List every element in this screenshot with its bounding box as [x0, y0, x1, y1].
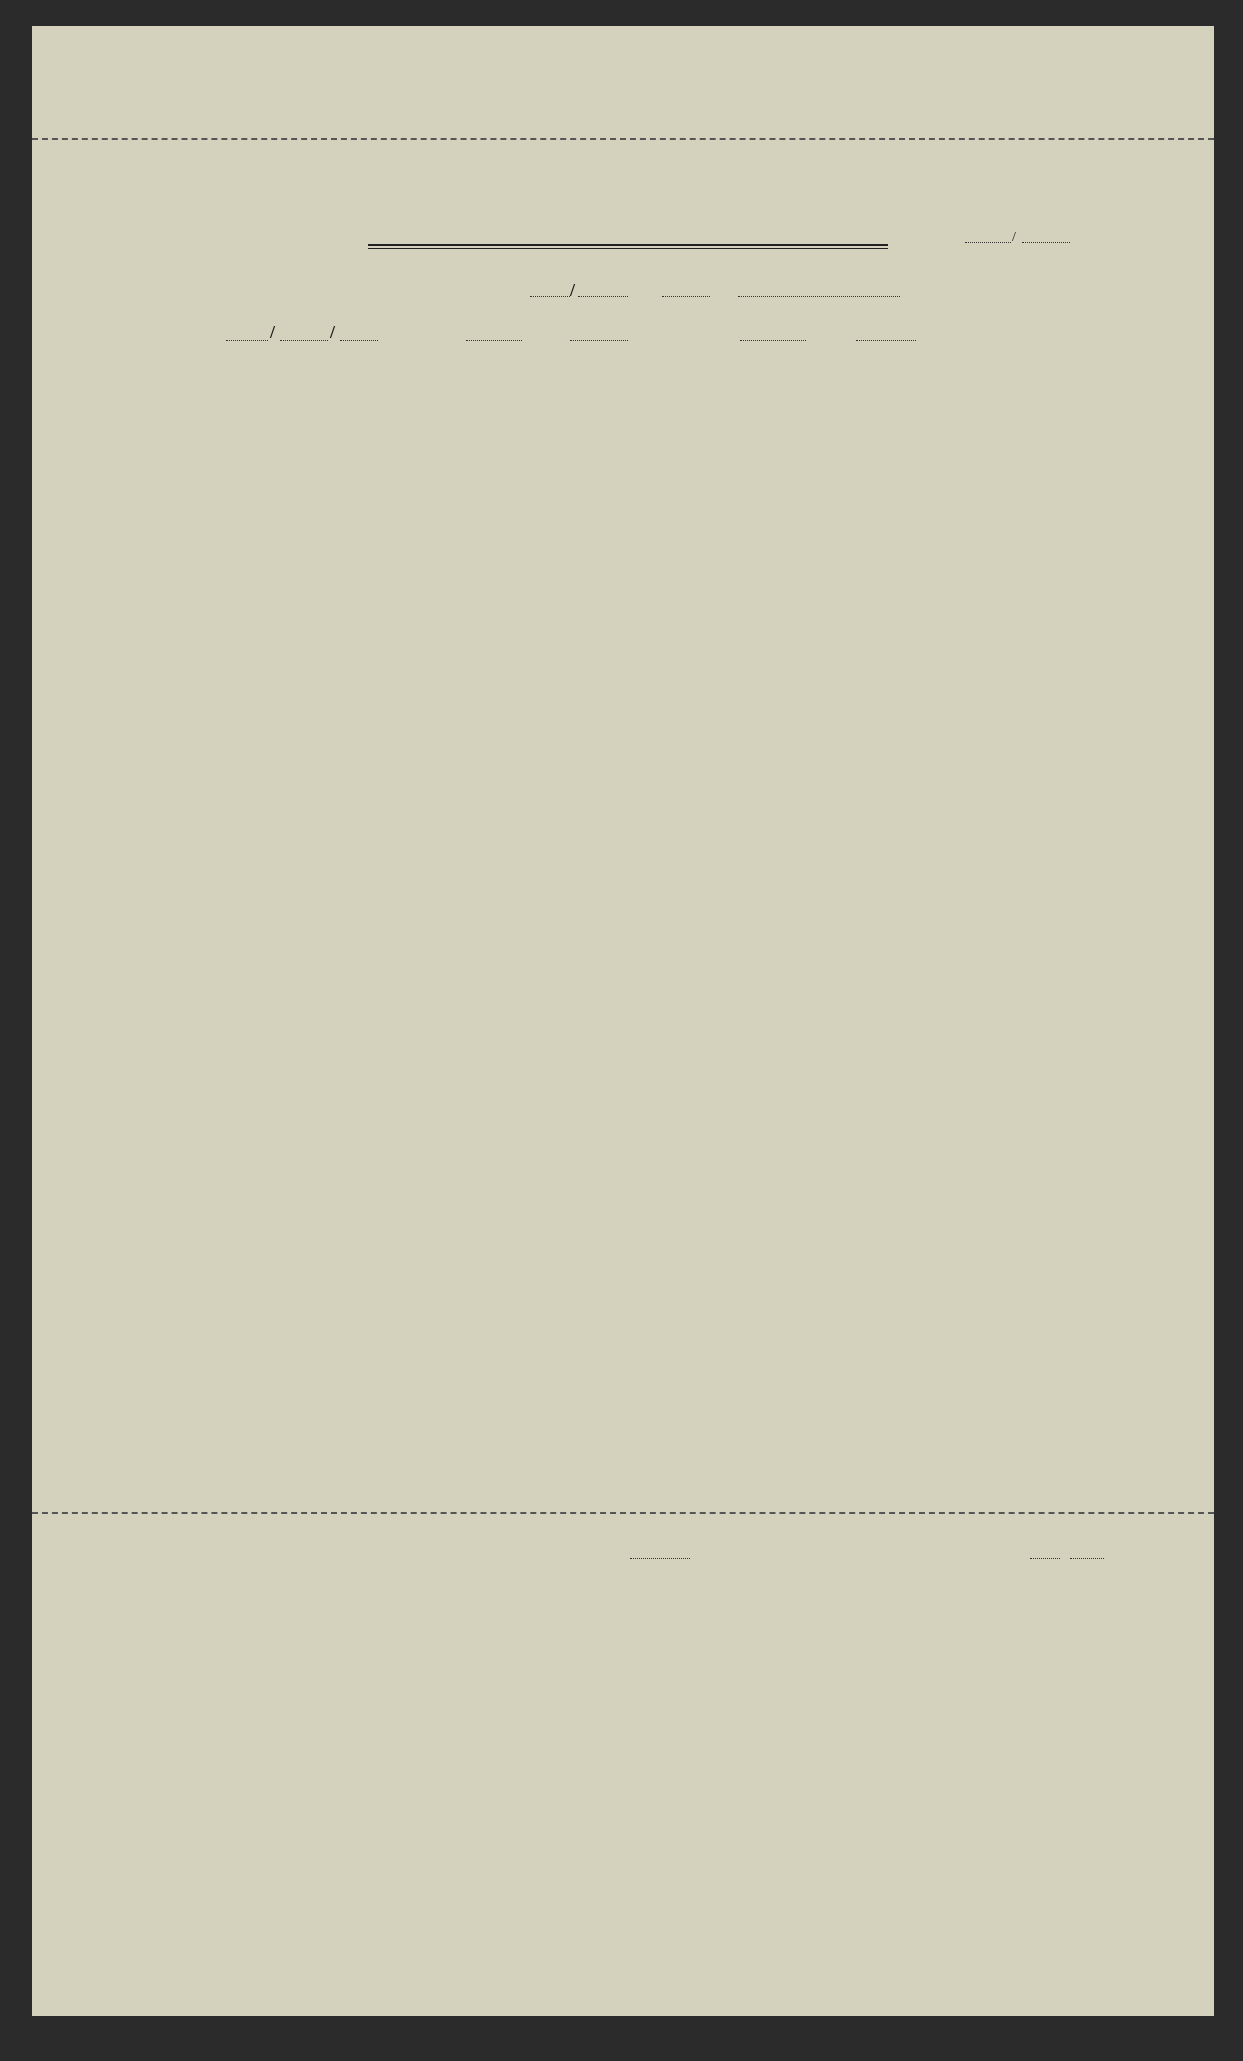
perforation-middle — [32, 1512, 1214, 1514]
